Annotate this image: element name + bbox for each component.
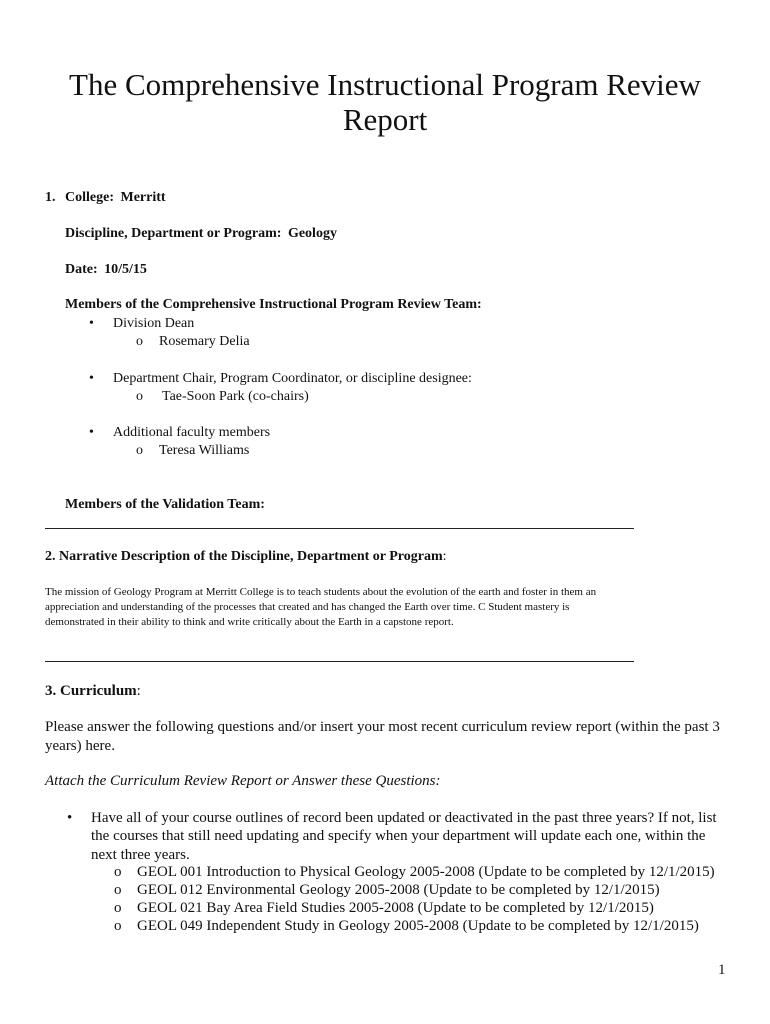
sub-bullet-glyph: o <box>136 389 143 404</box>
member-role: Department Chair, Program Coordinator, or discipline designee: <box>113 371 472 386</box>
mission-line: appreciation and understanding of the processes that created and has changed the Earth over time. C Student mastery is <box>45 601 570 613</box>
curriculum-intro-line: years) here. <box>45 738 115 754</box>
member-name: Tae-Soon Park (co-chairs) <box>162 389 309 404</box>
sub-bullet-glyph: o <box>114 900 122 916</box>
course-item: GEOL 001 Introduction to Physical Geology 2005-2008 (Update to be completed by 12/1/2015) <box>137 864 715 880</box>
document-title-line-2: Report <box>342 102 428 137</box>
member-role: Additional faculty members <box>113 425 271 440</box>
member-name: Teresa Williams <box>159 443 250 458</box>
course-item: GEOL 021 Bay Area Field Studies 2005-2008 (Update to be completed by 12/1/2015) <box>137 900 654 916</box>
review-team-heading: Members of the Comprehensive Instructional Program Review Team: <box>65 297 482 312</box>
question-line: Have all of your course outlines of record been updated or deactivated in the past three years? If not, list <box>91 810 717 826</box>
bullet-glyph: • <box>89 425 94 440</box>
document-title-line-1: The Comprehensive Instructional Program Review <box>69 67 701 102</box>
mission-line: demonstrated in their ability to think and write critically about the Earth in a capstone report. <box>45 616 454 628</box>
sub-bullet-glyph: o <box>136 443 143 458</box>
date-value: 10/5/15 <box>104 262 147 277</box>
sub-bullet-glyph: o <box>114 882 122 898</box>
date-label: Date: <box>65 262 98 277</box>
curriculum-heading-row <box>45 683 141 700</box>
course-item: GEOL 049 Independent Study in Geology 2005-2008 (Update to be completed by 12/1/2015) <box>137 918 699 934</box>
member-role: Division Dean <box>113 316 195 331</box>
curriculum-heading: 3. Curriculum <box>45 683 137 699</box>
sub-bullet-glyph: o <box>114 918 122 934</box>
curriculum-heading-colon: : <box>136 683 141 699</box>
narrative-heading-row <box>45 549 447 565</box>
divider-rule <box>45 661 634 662</box>
question-line: next three years. <box>91 847 190 863</box>
narrative-heading-colon: : <box>442 549 447 564</box>
attach-note: Attach the Curriculum Review Report or Answer these Questions: <box>45 773 441 789</box>
curriculum-intro-line: Please answer the following questions and/or insert your most recent curriculum review report (within the past 3 <box>45 719 720 735</box>
college-label: College: <box>65 190 114 205</box>
course-item: GEOL 012 Environmental Geology 2005-2008 (Update to be completed by 12/1/2015) <box>137 882 660 898</box>
section-1-number: 1. <box>45 190 56 205</box>
discipline-label: Discipline, Department or Program: <box>65 226 282 241</box>
mission-line: The mission of Geology Program at Merritt College is to teach students about the evolution of the earth and foster in them an <box>45 586 597 598</box>
college-row <box>45 190 166 206</box>
sub-bullet-glyph: o <box>136 334 143 349</box>
date-row <box>65 262 147 278</box>
bullet-glyph: • <box>89 316 94 331</box>
bullet-glyph: • <box>67 810 73 826</box>
discipline-row <box>65 226 337 242</box>
divider-rule <box>45 528 634 529</box>
discipline-value: Geology <box>287 226 337 241</box>
college-value: Merritt <box>120 190 166 205</box>
question-line: the courses that still need updating and specify when your department will update each one, within the <box>91 828 706 844</box>
narrative-heading: 2. Narrative Description of the Discipline, Department or Program <box>45 549 443 564</box>
member-name: Rosemary Delia <box>159 334 250 349</box>
sub-bullet-glyph: o <box>114 864 122 880</box>
page-number: 1 <box>718 962 726 978</box>
validation-team-heading: Members of the Validation Team: <box>65 497 265 512</box>
bullet-glyph: • <box>89 371 94 386</box>
